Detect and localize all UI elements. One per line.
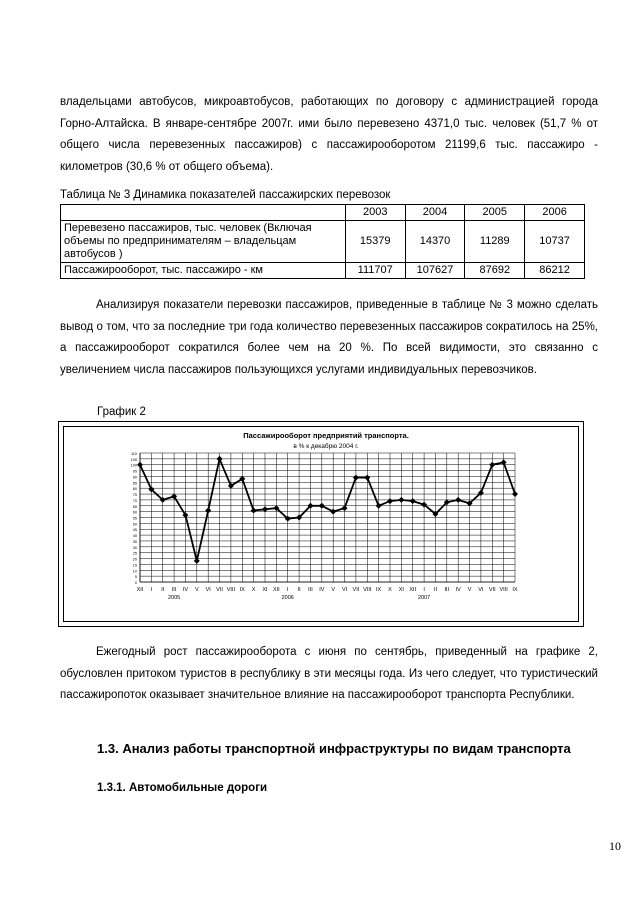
year-label: 2007 — [417, 595, 431, 601]
x-tick-label: IV — [455, 587, 461, 593]
x-tick-label: I — [423, 587, 425, 593]
y-tick-label: 85 — [132, 481, 137, 486]
x-tick-label: IV — [182, 587, 189, 593]
x-tick-label: VII — [488, 587, 496, 593]
data-point — [512, 491, 518, 497]
x-tick-label: VI — [478, 587, 484, 593]
data-point — [364, 475, 370, 481]
y-tick-label: 20 — [132, 557, 137, 562]
x-tick-label: V — [331, 587, 336, 593]
x-tick-label: II — [433, 587, 437, 593]
x-tick-label: IV — [319, 587, 325, 593]
x-tick-label: XI — [262, 587, 268, 593]
table-cell: 87692 — [465, 263, 525, 279]
table-cell: 11289 — [465, 221, 525, 263]
table-header-empty — [61, 205, 346, 221]
y-tick-label: 50 — [132, 522, 137, 527]
data-point — [376, 503, 382, 509]
table-row-label: Пассажирооборот, тыс. пассажиро - км — [61, 263, 346, 279]
x-tick-label: X — [251, 587, 256, 593]
table-year: 2004 — [405, 205, 465, 221]
y-tick-label: 25 — [132, 551, 137, 556]
x-tick-label: VIII — [499, 587, 508, 593]
y-tick-label: 65 — [132, 504, 137, 509]
y-tick-label: 70 — [132, 498, 137, 503]
data-point — [398, 497, 404, 503]
graph-caption: График 2 — [97, 406, 146, 418]
table-cell: 111707 — [345, 263, 405, 279]
y-tick-label: 40 — [132, 534, 137, 539]
x-tick-label: V — [467, 587, 472, 593]
x-tick-label: IX — [376, 587, 382, 593]
x-tick-label: VIII — [226, 587, 236, 593]
y-tick-label: 80 — [132, 487, 137, 492]
x-tick-label: X — [388, 587, 392, 593]
y-tick-label: 0 — [134, 581, 137, 585]
line-chart — [63, 426, 577, 620]
x-tick-label: II — [297, 587, 301, 593]
x-tick-label: III — [171, 587, 177, 593]
section-number: 1.3. — [97, 741, 119, 756]
table-caption: Таблица № 3 Динамика показателей пассажирских перевозок — [60, 189, 391, 201]
subsection-heading: 1.3.1. Автомобильные дороги — [97, 782, 268, 794]
y-tick-label: 100 — [130, 463, 137, 468]
x-tick-label: VII — [352, 587, 360, 593]
data-point — [455, 497, 461, 503]
table-cell: 15379 — [345, 221, 405, 263]
chart-title: Пассажирооборот предприятий транспорта. — [243, 431, 409, 440]
year-label: 2005 — [167, 595, 181, 601]
year-label: 2006 — [281, 595, 294, 601]
x-tick-label: V — [194, 587, 199, 593]
table-row — [61, 221, 585, 263]
section-title: Анализ работы транспортной инфраструктуры по видам транспорта — [122, 741, 571, 756]
x-tick-label: II — [161, 587, 165, 593]
chart-subtitle: в % к декабрю 2004 г. — [293, 443, 359, 450]
table-year: 2003 — [345, 205, 405, 221]
y-tick-label: 5 — [134, 575, 137, 580]
data-point — [387, 498, 393, 504]
y-tick-label: 45 — [132, 528, 137, 533]
x-tick-label: III — [444, 587, 450, 593]
data-point — [353, 475, 359, 481]
x-tick-label: I — [150, 587, 153, 593]
intro-paragraph: владельцами автобусов, микроавтобусов, работающих по договору с администрацией города Горно-Алтайска. В январе-сентябре 2007г. ими было перевезено 4371,0 тыс. человек (51,7 % от общего числа перевезенных пассажиров) с пассажирооборотом 21199,6 тыс. пассажиро - километров (30,6 % от общего объема). — [60, 96, 598, 173]
table-cell: 14370 — [405, 221, 465, 263]
x-tick-label: IX — [239, 587, 245, 593]
y-tick-label: 110 — [130, 452, 137, 456]
table-cell: 107627 — [405, 263, 465, 279]
table-year: 2005 — [465, 205, 525, 221]
data-point — [251, 507, 257, 513]
y-tick-label: 75 — [132, 493, 137, 498]
table-cell: 10737 — [525, 221, 585, 263]
table-row — [61, 263, 585, 279]
table-cell: 86212 — [525, 263, 585, 279]
data-point — [137, 462, 143, 468]
x-tick-label: VII — [216, 587, 223, 593]
section-heading — [60, 740, 598, 758]
y-tick-label: 55 — [132, 516, 137, 521]
x-tick-label: XI — [398, 587, 404, 593]
passenger-table — [60, 204, 585, 279]
x-tick-label: XII — [409, 587, 417, 593]
page-number: 10 — [609, 839, 621, 853]
x-tick-label: III — [308, 587, 313, 593]
y-tick-label: 60 — [132, 510, 137, 515]
x-tick-label: VI — [205, 587, 211, 593]
y-tick-label: 10 — [132, 569, 137, 574]
data-point — [205, 507, 211, 513]
table-header-row — [61, 205, 585, 221]
y-tick-label: 90 — [132, 475, 137, 480]
x-tick-label: VIII — [363, 587, 372, 593]
y-tick-label: 105 — [130, 457, 137, 462]
x-tick-label: VI — [341, 587, 348, 593]
data-point — [489, 462, 495, 468]
x-tick-label: XII — [272, 587, 280, 593]
y-tick-label: 30 — [132, 545, 137, 550]
x-tick-label: IX — [512, 587, 518, 593]
data-point — [410, 498, 416, 504]
conclusion-paragraph: Ежегодный рост пассажирооборота с июня по сентябрь, приведенный на графике 2, обусловлен притоком туристов в республику в эти месяцы года. Из чего следует, что туристический пассажиропоток оказывает значительное влияние на пассажирооборот транспорта Республики. — [60, 646, 598, 701]
y-tick-label: 15 — [132, 563, 137, 568]
x-tick-label: I — [286, 587, 289, 593]
data-point — [217, 456, 223, 462]
series-line — [140, 459, 515, 561]
x-tick-label: XII — [136, 587, 144, 593]
analysis-paragraph: Анализируя показатели перевозки пассажиров, приведенные в таблице № 3 можно сделать вывод о том, что за последние три года количество перевезенных пассажиров сократилось на 25%, а пассажирооборот сократился более чем на 20 %. По всей видимости, это связанно с увеличением числа пассажиров пользующихся услугами индивидуальных перевозчиков. — [60, 299, 598, 376]
table-year: 2006 — [525, 205, 585, 221]
y-tick-label: 95 — [132, 469, 137, 474]
y-tick-label: 35 — [132, 539, 137, 544]
table-row-label: Перевезено пассажиров, тыс. человек (Включая объемы по предпринимателям – владельцам автобусов ) — [61, 221, 346, 263]
